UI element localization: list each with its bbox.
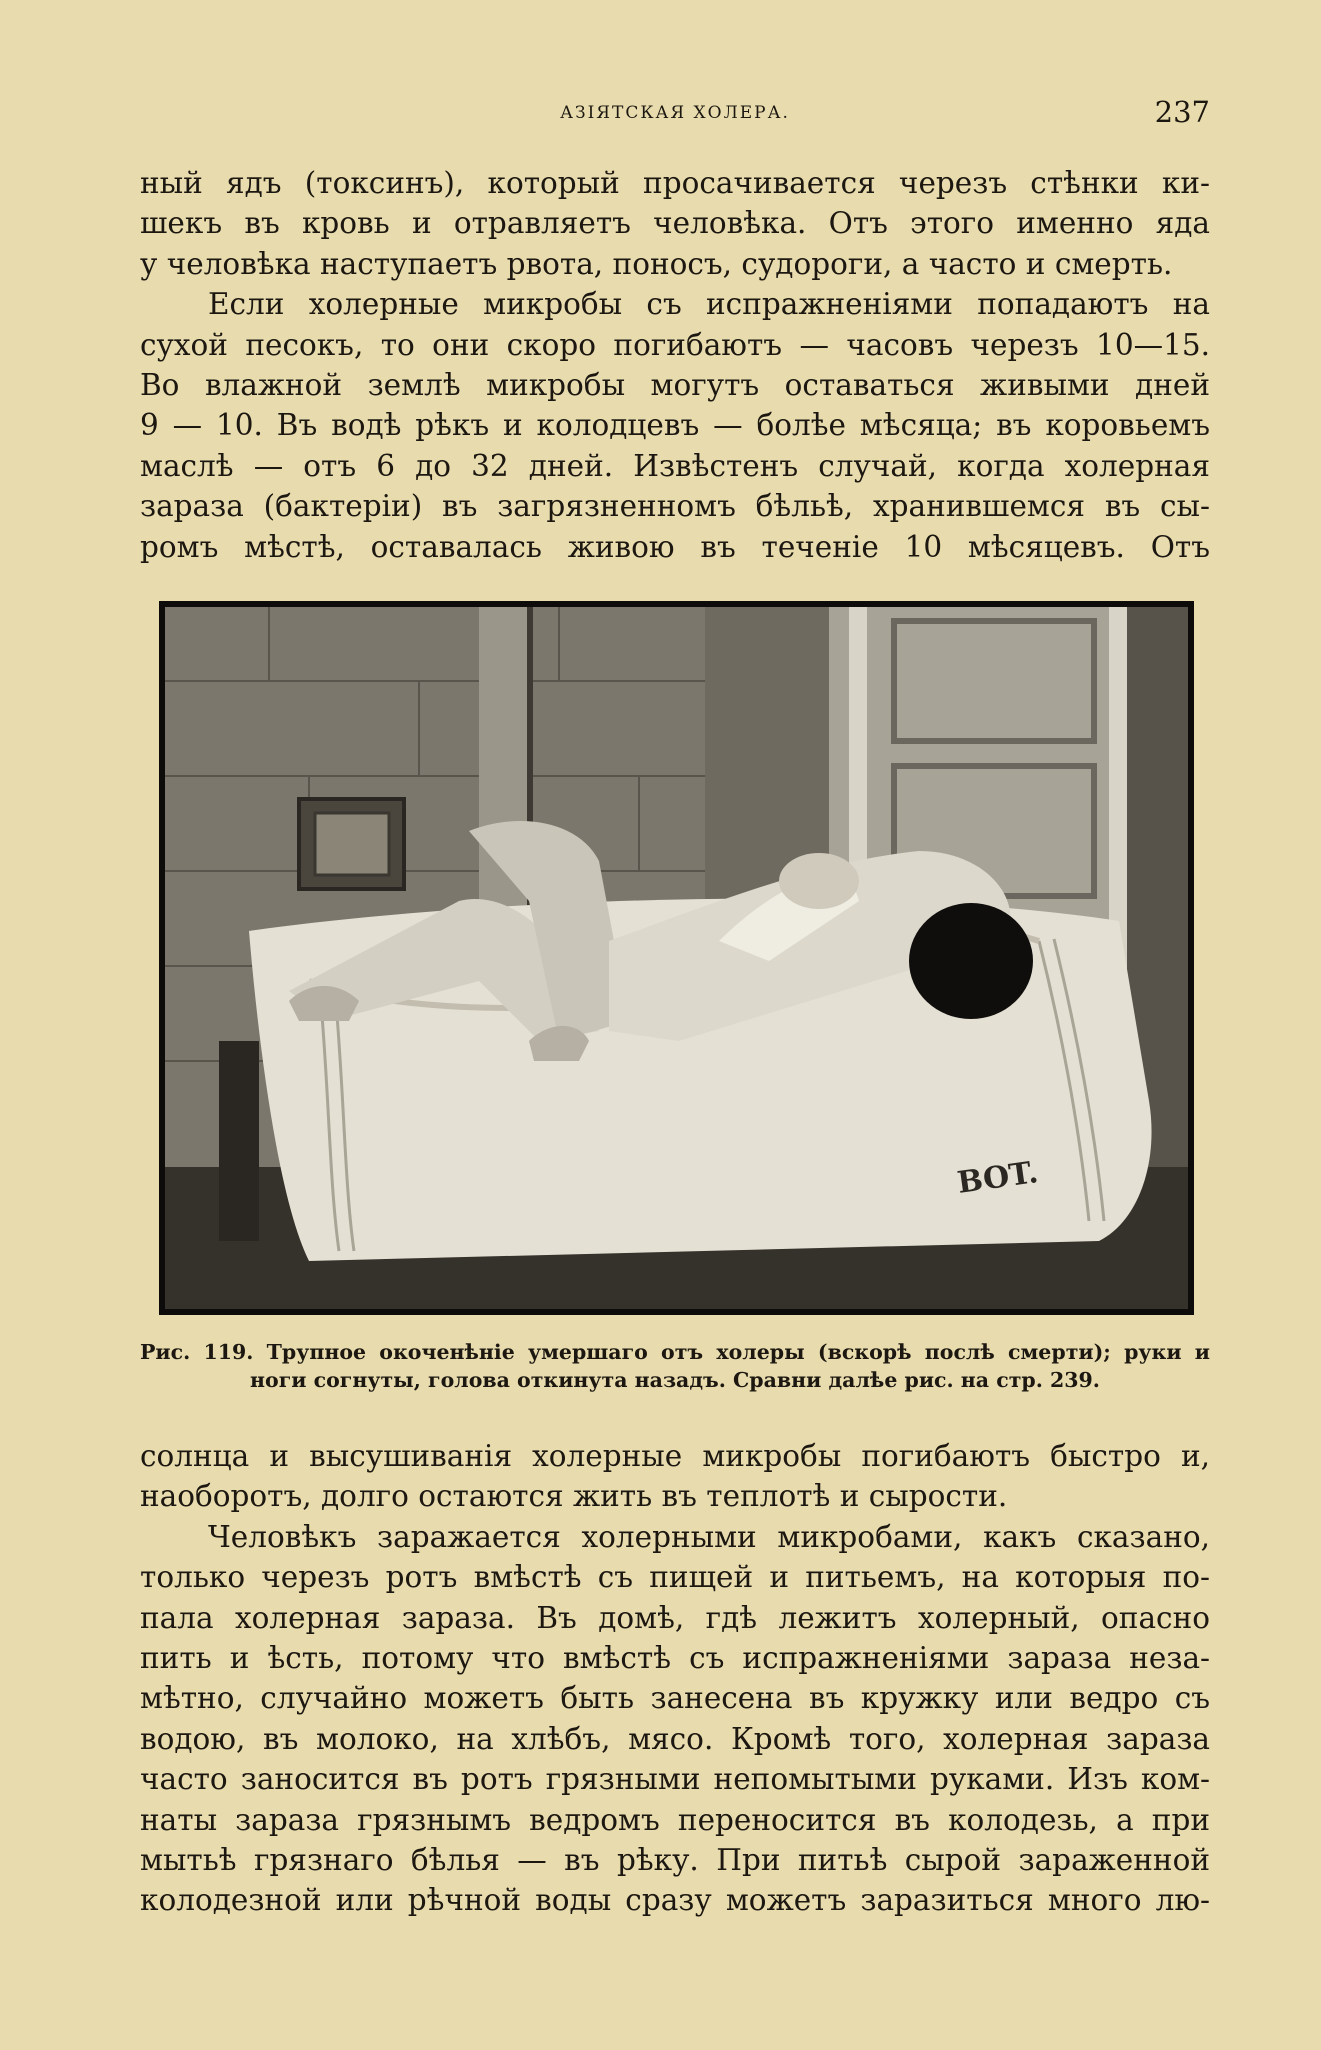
paragraph bbox=[140, 284, 1210, 567]
paragraph bbox=[140, 1436, 1210, 1517]
text-line: Во влажной землѣ микробы могутъ оставаться живыми дней bbox=[140, 368, 1210, 403]
sheet-mark-label: BOT. bbox=[955, 1154, 1041, 1201]
text-line: мѣтно, случайно можетъ быть занесена въ кружку или ведро съ bbox=[140, 1681, 1210, 1716]
text-line: колодезной или рѣчной воды сразу можетъ заразиться много лю- bbox=[140, 1883, 1210, 1918]
text-line: водою, въ молоко, на хлѣбъ, мясо. Кромѣ того, холерная зараза bbox=[140, 1721, 1210, 1756]
text-line: сухой песокъ, то они скоро погибаютъ — часовъ черезъ 10—15. bbox=[140, 327, 1210, 362]
running-title: АЗІЯТСКАЯ ХОЛЕРА. bbox=[560, 103, 790, 123]
text-line: только черезъ ротъ вмѣстѣ съ пищей и питьемъ, на которыя по- bbox=[140, 1560, 1210, 1595]
paragraph bbox=[140, 163, 1210, 284]
caption-line: ноги согнуты, голова откинута назадъ. Сравни далѣе рис. на стр. 239. bbox=[250, 1368, 1100, 1392]
text-line: маслѣ — отъ 6 до 32 дней. Извѣстенъ случай, когда холерная bbox=[140, 448, 1210, 483]
text-block-top bbox=[140, 163, 1210, 567]
text-line: наты зараза грязнымъ ведромъ переносится въ колодезь, а при bbox=[140, 1802, 1210, 1837]
text-line: пала холерная зараза. Въ домѣ, гдѣ лежитъ холерный, опасно bbox=[140, 1600, 1210, 1635]
text-line: шекъ въ кровь и отравляетъ человѣка. Отъ этого именно яда bbox=[140, 206, 1210, 241]
photo-illustration bbox=[159, 601, 1194, 1315]
text-line: солнца и высушиванія холерные микробы погибаютъ быстро и, bbox=[140, 1439, 1210, 1473]
text-line: пить и ѣсть, потому что вмѣстѣ съ испражненіями зараза неза- bbox=[140, 1641, 1210, 1676]
text-line: Если холерные микробы съ испражненіями попадаютъ на bbox=[208, 287, 1210, 322]
text-line: Человѣкъ заражается холерными микробами, какъ сказано, bbox=[208, 1519, 1210, 1554]
text-line: мытьѣ грязнаго бѣлья — въ рѣку. При питьѣ сырой зараженной bbox=[140, 1843, 1210, 1878]
text-block-bottom bbox=[140, 1436, 1210, 1921]
text-line: наоборотъ, долго остаются жить въ теплотѣ и сырости. bbox=[140, 1479, 1008, 1514]
paragraph bbox=[140, 1517, 1210, 1921]
photo-figure bbox=[159, 601, 1194, 1315]
text-line: часто заносится въ ротъ грязными непомытыми руками. Изъ ком- bbox=[140, 1762, 1210, 1797]
text-line: у человѣка наступаетъ рвота, поносъ, судороги, а часто и смерть. bbox=[140, 246, 1173, 281]
text-line: ромъ мѣстѣ, оставалась живою въ теченіе 10 мѣсяцевъ. Отъ bbox=[140, 529, 1210, 564]
caption-line: Рис. 119. Трупное окоченѣніе умершаго отъ холеры (вскорѣ послѣ смерти); руки и bbox=[140, 1340, 1210, 1364]
text-line: зараза (бактеріи) въ загрязненномъ бѣльѣ, хранившемся въ сы- bbox=[140, 489, 1210, 524]
page-number: 237 bbox=[1154, 95, 1210, 129]
page-header bbox=[140, 95, 1210, 135]
text-line: 9 — 10. Въ водѣ рѣкъ и колодцевъ — болѣе мѣсяца; въ коровьемъ bbox=[140, 408, 1210, 443]
text-line: ный ядъ (токсинъ), который просачивается черезъ стѣнки ки- bbox=[140, 166, 1210, 200]
figure-caption bbox=[140, 1338, 1210, 1394]
